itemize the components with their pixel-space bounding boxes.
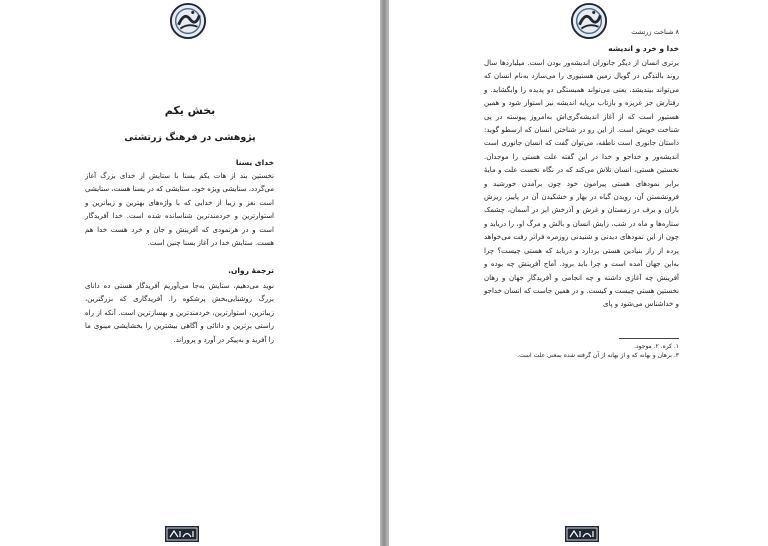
footnote-2: ۳. برهان و بهانه که و از بهانه از آن گرفته شده بمعنی علت است.	[517, 352, 679, 359]
translation-body: نوید می‌دهیم، ستایش به‌جا می‌آوریم آفریدگار هستی ده دانای بزرگ روشنایی‌بخش پرشکوه را. آفریدگاری که بزرگترین، زیباترین، استوارترین، خردمندترین و بهسازترین است. آنکه از راه راستی برترین و دانائی و آگاهی بیشترین را بخشایشی مینوی ما را آفرید و به‌پیکر در آورد و پروراند.	[85, 282, 274, 344]
chapter-title: پژوهشی در فرهنگ زرتشتی	[124, 132, 256, 143]
part-title: بخش یکم	[164, 104, 216, 117]
footer-logo-icon	[165, 526, 199, 542]
footer-logo-icon	[565, 526, 599, 542]
section-body: نخستین بند از هات یکم یسنا با ستایش از خدای بزرگ آغاز می‌گردد، ستایشی ویژه خود، ستایشی که در یسنا هست، ستایشی است نغز و زیبا از خدایی که با واژه‌های بهترین و زیباترین و استوارترین و خردمندترین شناسانده شده است. خدا آفریدگار است و در هرنمودی که آفرینش و جان و خرد هست خدا هم هست. ستایش خدا در آغاز یسنا چنین است.	[85, 172, 274, 248]
running-header: ۸ شناخت زرتشت	[631, 28, 679, 36]
publisher-logo-icon	[169, 2, 207, 40]
section-heading: خدای یسنا	[235, 158, 274, 167]
book-spine	[380, 0, 389, 546]
footnote-1: ۱. کره. ۲. موجود.	[634, 343, 679, 350]
left-page	[0, 0, 380, 546]
body-text: برتری انسان از دیگر جانوران اندیشه‌ور بودن است. میلیاردها سال روند بالندگی در گویال زمین هستیوری را می‌سازد به‌نام انسان که می‌تواند بیندیشد، یعنی می‌تواند همبستگی دو پدیده را وابگشاید. و رفتارش جز غریزه و بازتاب برپایه اندیشه نیز استوار شود و همین هستیور است که از آغاز اندیشه‌گری‌اش به‌امروز پیوسته در پی شناخت خویش است. از این رو در شناختن انسان که ارسطو گوید: داستان جانوری است ناطقه، می‌توان گفت که انسان جانوری است اندیشه‌ور و خداجو و خدا در این گفته علت هستی را موجدان. نخستین هستی، انسان تلاش می‌کند که در نگاه نخست علت و مایهٔ برابر نمودهای هستی پیرامون خود چون برآمدن خورشید و فرونشستن آن، رویدن گیاه در بهار و خشکیدن آن در پاییز، ریزش باران و برف در زمستان و غرش و آذرخش ابر در آسمان، چشمک ستاره‌ها و ماه در شب، زایش انسان و بالش و مرگ او، را دریابد و چون از این نمودهای دیدنی و شنیدنی روزمره فراتر رفت می‌خواهد پرده از راز بنیادین هستی بردارد و دریابد که هستی چیست؟ چرا به‌این جهان آمده است و چرا باید برود. آماج آفرینش چه بوده و آفرینش چه آغازی داشته و چه انجامی و آفریدگار جهان و رهان نخستین هستی چیست و کیست. و در همین جاست که انسان خداجو و خداشناس می‌شود و پای	[484, 59, 679, 309]
right-page	[389, 0, 768, 546]
translation-heading: ترجمهٔ روان.	[228, 266, 274, 275]
footnote-divider	[619, 338, 679, 339]
section-heading: خدا و خرد و اندیشه	[608, 44, 679, 53]
